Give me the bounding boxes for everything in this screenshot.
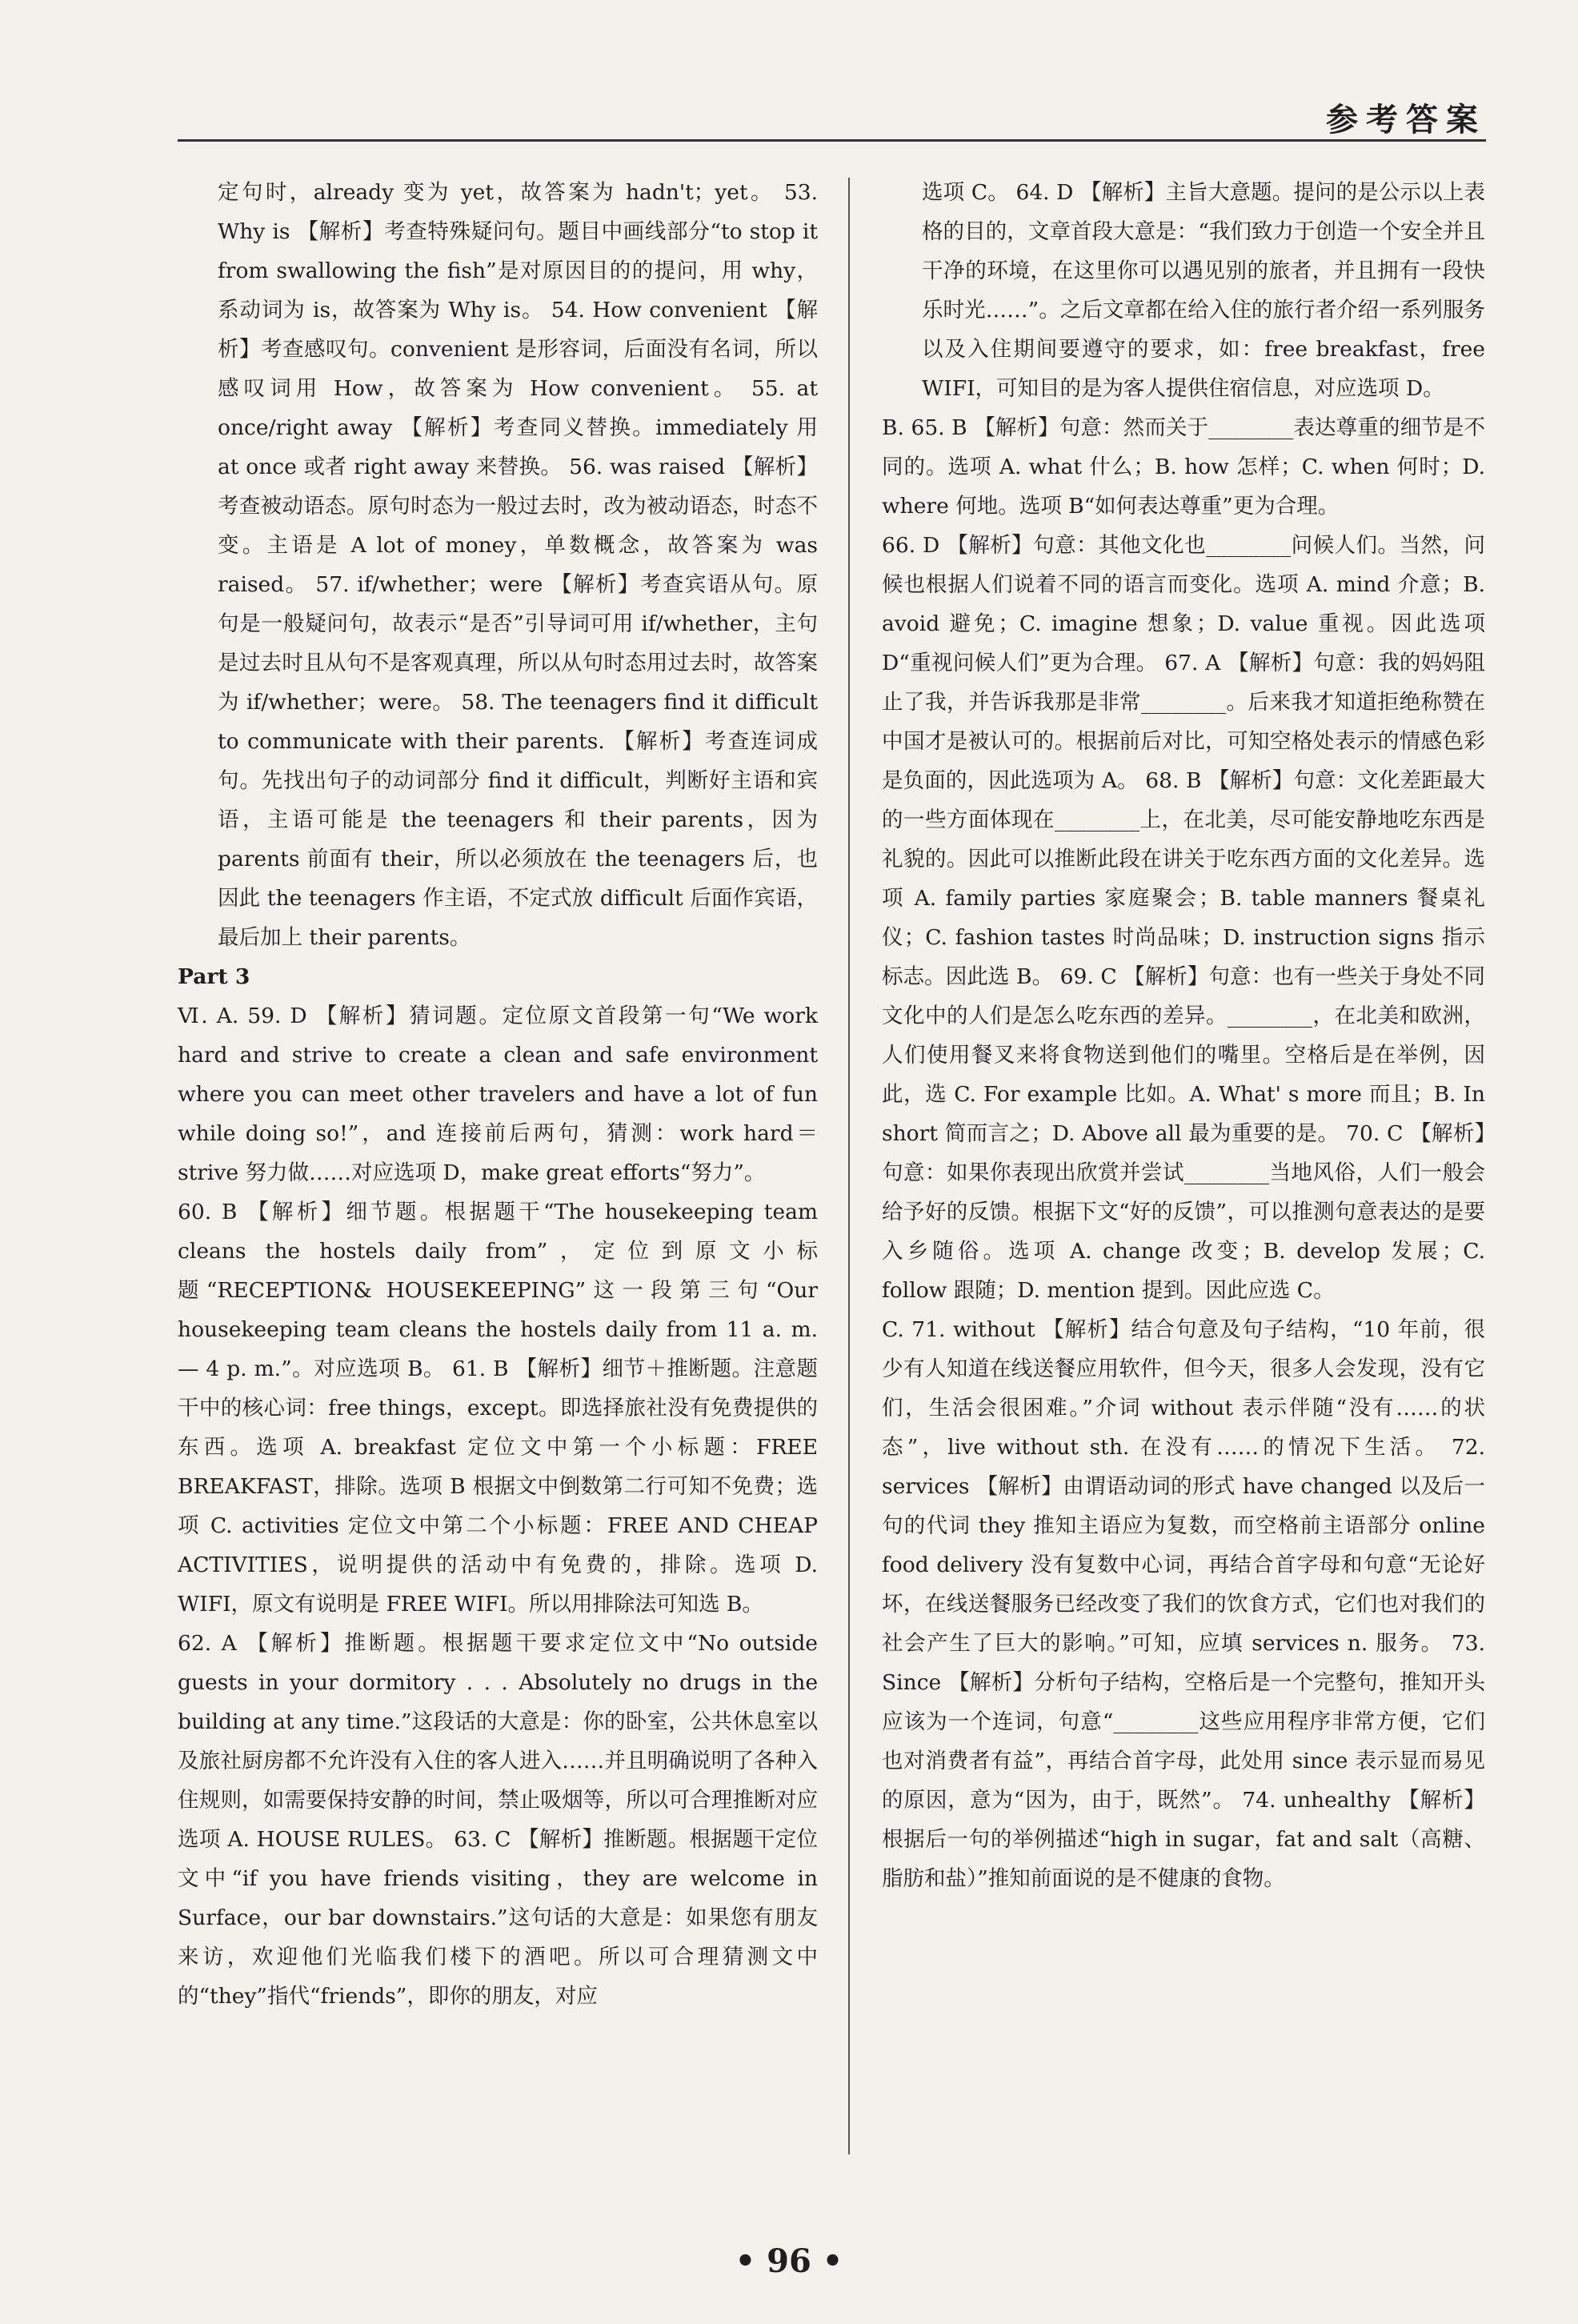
answer-paragraph: 60. B 【解析】细节题。根据题干“The housekeeping team cleans the hostels daily from”，定位到原文小标题“RECEPTION& HOUSEKEEPING”这一段第三句“Our housekeeping team cleans the hostels daily from 11 a. m. — 4 p. m.”。对应选项 B。 61. B 【解析】细节＋推断题。注意题干中的核心词：free things，except。即选择旅社没有免费提供的东西。选项 A. breakfast 定位文中第一个小标题：FREE BREAKFAST，排除。选项 B 根据文中倒数第二行可知不免费；选项 C. activities 定位文中第二个小标题：FREE AND CHEAP ACTIVITIES，说明提供的活动中有免费的，排除。选项 D. WIFI，原文有说明是 FREE WIFI。所以用排除法可知选 B。 bbox=[178, 1200, 818, 1617]
answer-paragraph: C. 71. without 【解析】结合句意及句子结构，“10 年前，很少有人知道在线送餐应用软件，但今天，很多人会发现，没有它们，生活会很困难。”介词 without 表示伴随“没有……的状态”，live without sth. 在没有……的情况下生活。 72. services 【解析】由谓语动词的形式 have changed 以及后一句的代词 they 推知主语应为复数，而空格前主语部分 online food delivery 没有复数中心词，再结合首字母和句意“无论好坏，在线送餐服务已经改变了我们的饮食方式，它们也对我们的社会产生了巨大的影响。”可知，应填 services n. 服务。 73. Since 【解析】分析句子结构，空格后是一个完整句，推知开头应该为一个连词，句意“________这些应用程序非常方便，它们也对消费者有益”，再结合首字母，此处用 since 表示显而易见的原因，意为“因为，由于，既然”。 74. unhealthy 【解析】根据后一句的举例描述“high in sugar，fat and salt（高糖、脂肪和盐）”推知前面说的是不健康的食物。 bbox=[882, 1317, 1485, 1891]
right-column bbox=[882, 173, 1485, 1898]
answer-paragraph: 62. A 【解析】推断题。根据题干要求定位文中“No outside guests in your dormitory . . . Absolutely no drugs in the building at any time.”这段话的大意是：你的卧室，公共休息室以及旅社厨房都不允许没有入住的客人进入……并且明确说明了各种入住规则，如需要保持安静的时间，禁止吸烟等，所以可合理推断对应选项 A. HOUSE RULES。 63. C 【解析】推断题。根据题干定位文中“if you have friends visiting，they are welcome in Surface，our bar downstairs.”这句话的大意是：如果您有朋友来访，欢迎他们光临我们楼下的酒吧。所以可合理猜测文中的“they”指代“friends”，即你的朋友，对应 bbox=[178, 1631, 818, 2009]
answer-paragraph: 定句时，already 变为 yet，故答案为 hadn't；yet。 53. Why is 【解析】考查特殊疑问句。题目中画线部分“to stop it from swallowing the fish”是对原因目的的提问，用 why，系动词为 is，故答案为 Why is。 54. How convenient 【解析】考查感叹句。convenient 是形容词，后面没有名词，所以感叹词用 How，故答案为 How convenient。 55. at once/right away 【解析】考查同义替换。immediately 用 at once 或者 right away 来替换。 56. was raised 【解析】考查被动语态。原句时态为一般过去时，改为被动语态，时态不变。主语是 A lot of money，单数概念，故答案为 was raised。 57. if/whether；were 【解析】考查宾语从句。原句是一般疑问句，故表示“是否”引导词可用 if/whether，主句是过去时且从句不是客观真理，所以从句时态用过去时，故答案为 if/whether；were。 58. The teenagers find it difficult to communicate with their parents. 【解析】考查连词成句。先找出句子的动词部分 find it difficult，判断好主语和宾语，主语可能是 the teenagers 和 their parents，因为 parents 前面有 their，所以必须放在 the teenagers 后，也因此 the teenagers 作主语，不定式放 difficult 后面作宾语，最后加上 their parents。 bbox=[218, 180, 818, 950]
header-title: 参考答案 bbox=[1326, 101, 1486, 138]
answer-paragraph: Ⅵ. A. 59. D 【解析】猜词题。定位原文首段第一句“We work hard and strive to create a clean and safe environment where you can meet other travelers and have a lot of fun while doing so!”，and 连接前后两句，猜测：work hard＝strive 努力做……对应选项 D，make great efforts“努力”。 bbox=[178, 1004, 818, 1185]
page-number: • 96 • bbox=[735, 2242, 843, 2280]
answer-paragraph: B. 65. B 【解析】句意：然而关于________表达尊重的细节是不同的。选项 A. what 什么；B. how 怎样；C. when 何时；D. where 何地。选项 B“如何表达尊重”更为合理。 bbox=[882, 415, 1485, 519]
answer-paragraph: 66. D 【解析】句意：其他文化也________问候人们。当然，问候也根据人们说着不同的语言而变化。选项 A. mind 介意；B. avoid 避免；C. imagine 想象；D. value 重视。因此选项 D“重视问候人们”更为合理。 67. A 【解析】句意：我的妈妈阻止了我，并告诉我那是非常________。后来我才知道拒绝称赞在中国才是被认可的。根据前后对比，可知空格处表示的情感色彩是负面的，因此选项为 A。 68. B 【解析】句意：文化差距最大的一些方面体现在________上，在北美，尽可能安静地吃东西是礼貌的。因此可以推断此段在讲关于吃东西方面的文化差异。选项 A. family parties 家庭聚会；B. table manners 餐桌礼仪；C. fashion tastes 时尚品味；D. instruction signs 指示标志。因此选 B。 69. C 【解析】句意：也有一些关于身处不同文化中的人们是怎么吃东西的差异。________，在北美和欧洲，人们使用餐叉来将食物送到他们的嘴里。空格后是在举例，因此，选 C. For example 比如。A. What' s more 而且；B. In short 简而言之；D. Above all 最为重要的是。 70. C 【解析】句意：如果你表现出欣赏并尝试________当地风俗，人们一般会给予好的反馈。根据下文“好的反馈”，可以推测句意表达的是要入乡随俗。选项 A. change 改变；B. develop 发展；C. follow 跟随；D. mention 提到。因此应选 C。 bbox=[882, 533, 1485, 1303]
column-divider bbox=[848, 178, 850, 2154]
part-heading: Part 3 bbox=[178, 964, 250, 989]
left-column bbox=[178, 173, 818, 2016]
header-rule bbox=[178, 139, 1486, 142]
answer-paragraph: 选项 C。 64. D 【解析】主旨大意题。提问的是公示以上表格的目的，文章首段大意是：“我们致力于创造一个安全并且干净的环境，在这里你可以遇见别的旅者，并且拥有一段快乐时光……”。之后文章都在给入住的旅行者介绍一系列服务以及入住期间要遵守的要求，如：free breakfast，free WIFI，可知目的是为客人提供住宿信息，对应选项 D。 bbox=[922, 180, 1485, 401]
